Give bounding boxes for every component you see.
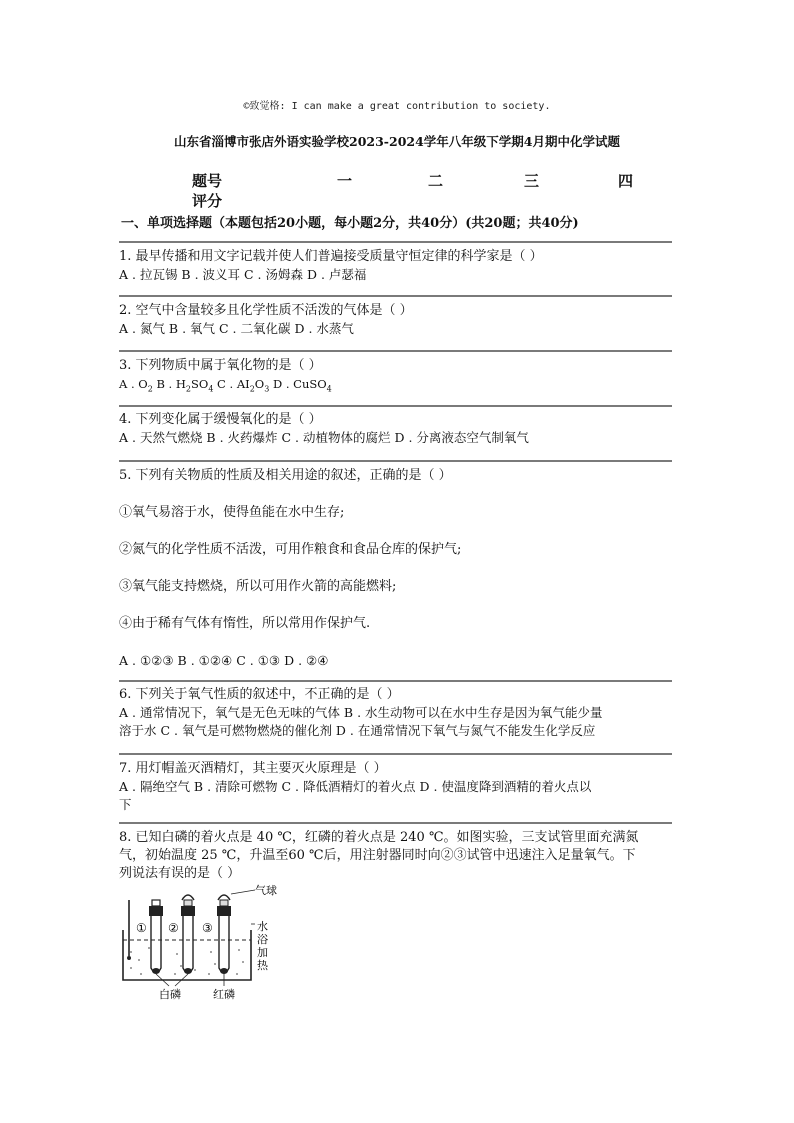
section-heading: 一、单项选择题（本题包括20小题，每小题2分，共40分）(共20题；共40分) [121,216,579,231]
tube-label-3: ③ [202,921,213,935]
tube-label-1: ① [136,921,147,935]
score-table-row1-label: 题号 [192,172,223,190]
thermometer-icon [127,900,131,960]
test-tube-2 [181,895,195,974]
statement-item: ④由于稀有气体有惰性，所以常用作保护气. [119,616,371,631]
question-1 [119,248,675,284]
question-stem: 4. 下列变化属于缓慢氧化的是（ ） [119,412,322,427]
page-title: 山东省淄博市张店外语实验学校2023-2024学年八年级下学期4月期中化学试题 [174,134,620,149]
question-options-line: A . 隔绝空气 B . 清除可燃物 C . 降低酒精灯的着火点 D . 使温度降到酒精的着火点以 [119,779,592,794]
question-divider [119,295,672,297]
balloon-leader [231,890,255,894]
question-divider [119,822,672,824]
question-3 [119,357,675,398]
question-options-line: 溶于水 C . 氧气是可燃物燃烧的催化剂 D . 在通常情况下氧气与氮气不能发生化学反应 [119,723,596,738]
test-tube-3 [217,895,231,974]
tube-label-2: ② [168,921,179,935]
question-divider [119,753,672,755]
header-motto: ©致觉格: I can make a great contribution to society. [243,101,551,112]
question-options: A . $O_2$ B . $H_2SO_4$ C . $AI_2O_3$ D . CuSO$_4$ [119,377,332,394]
question-options-line: A . 通常情况下，氧气是无色无味的气体 B . 水生动物可以在水中生存是因为氧气能少量 [119,705,603,720]
bath-label-1: 水 [257,920,268,933]
question-options: A . 天然气燃烧 B . 火药爆炸 C . 动植物体的腐烂 D . 分离液态空气制氧气 [119,430,529,445]
question-divider [119,680,672,682]
statement-item: ①氧气易溶于水，使得鱼能在水中生存; [119,505,345,520]
question-stem-line: 气，初始温度 25 ℃，升温至60 ℃后，用注射器同时向②③试管中迅速注入足量氧气。下 [119,848,636,863]
question-7 [119,760,675,814]
question-stem-line: 8. 已知白磷的着火点是 40 ℃，红磷的着火点是 240 ℃。如图实验，三支试管里面充满氮 [119,830,639,845]
bath-label-4: 热 [257,959,268,972]
question-5 [119,467,675,670]
question-8 [119,829,675,883]
question-stem: 2. 空气中含量较多且化学性质不活泼的气体是（ ） [119,303,413,318]
score-col-2: 二 [428,172,444,190]
question-options: A . 拉瓦锡 B . 波义耳 C . 汤姆森 D . 卢瑟福 [119,267,367,282]
red-phosphorus-label: 红磷 [213,988,235,1001]
test-tube-1 [149,900,163,974]
experiment-figure [119,882,279,1002]
question-stem-line: 列说法有误的是（ ） [119,866,241,881]
bath-label-2: 浴 [257,933,268,946]
statement-item: ②氮气的化学性质不活泼，可用作粮食和食品仓库的保护气; [119,542,462,557]
question-stem: 6. 下列关于氧气性质的叙述中，不正确的是（ ） [119,687,400,702]
statement-item: ③氧气能支持燃烧，所以可用作火箭的高能燃料; [119,579,397,594]
question-stem: 3. 下列物质中属于氧化物的是（ ） [119,358,322,373]
question-4 [119,411,675,447]
question-options-line: 下 [119,797,132,812]
question-stem: 7. 用灯帽盖灭酒精灯，其主要灭火原理是（ ） [119,761,387,776]
question-stem: 5. 下列有关物质的性质及相关用途的叙述，正确的是（ ） [119,468,452,483]
question-options: A . 氮气 B . 氧气 C . 二氧化碳 D . 水蒸气 [119,321,354,336]
question-6 [119,686,675,740]
question-divider [119,405,672,407]
balloon-label: 气球 [255,884,277,897]
score-col-4: 四 [618,172,634,190]
score-col-3: 三 [524,172,540,190]
question-stem: 1. 最早传播和用文字记载并使人们普遍接受质量守恒定律的科学家是（ ） [119,249,543,264]
question-options: A . ①②③ B . ①②④ C . ①③ D . ②④ [119,653,329,668]
question-divider [119,241,672,243]
question-divider [119,350,672,352]
question-divider [119,460,672,462]
white-phosphorus-label: 白磷 [159,988,181,1001]
score-col-1: 一 [337,172,353,190]
question-2 [119,302,675,338]
bath-label-3: 加 [257,946,268,959]
score-table-row2-label: 评分 [192,192,223,210]
